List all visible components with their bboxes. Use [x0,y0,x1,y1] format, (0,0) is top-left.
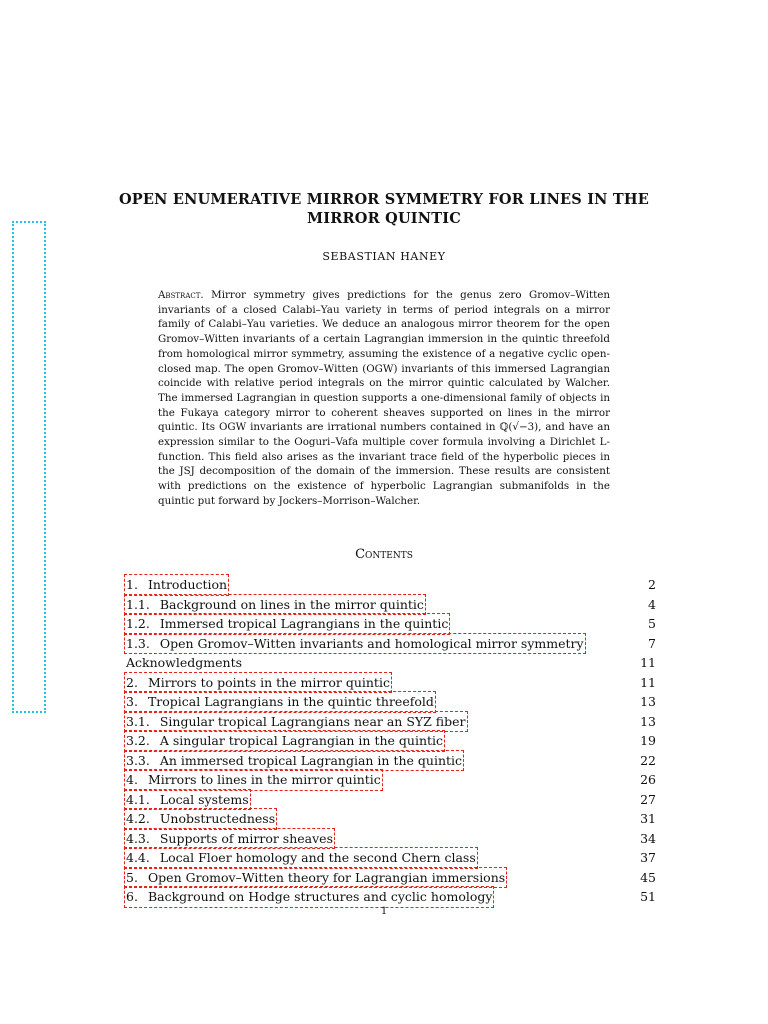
toc-section-number: 6. [126,889,138,904]
toc-section-title: Tropical Lagrangians in the quintic threefold [147,694,434,709]
toc-page-number[interactable]: 4 [648,596,656,612]
toc-section-number: 1.1. [126,596,150,612]
toc-page-number[interactable]: 22 [640,752,656,768]
toc-section-number: 2. [126,674,138,690]
toc-section-title: Supports of mirror sheaves [159,830,333,846]
toc-page-number[interactable]: 7 [648,635,656,651]
page-number: 1 [380,906,388,917]
toc-page-number[interactable]: 31 [640,811,656,826]
toc-link[interactable] [125,731,444,751]
toc-section-title: Open Gromov–Witten theory for Lagrangian immersions [147,869,506,885]
toc-link[interactable] [125,634,585,654]
abstract [158,288,610,509]
toc-page-number[interactable]: 34 [640,830,656,846]
toc-page-number[interactable]: 45 [640,869,656,885]
toc-page-number[interactable]: 51 [640,889,656,904]
toc-link[interactable] [125,770,382,790]
toc-section-number: 4.4. [126,850,150,865]
toc-section-number: 4.2. [126,811,150,826]
toc-row [125,887,656,907]
toc-link[interactable] [125,848,477,868]
toc-link[interactable] [125,595,425,615]
toc-section-number: 4. [126,772,138,787]
toc-page-number[interactable]: 27 [640,791,656,807]
toc-link[interactable] [125,575,228,595]
abstract-heading: Abstract. [158,289,204,301]
toc-section-number: 1.3. [126,635,150,651]
toc-row [125,829,656,849]
toc-section-number: 5. [126,869,138,885]
abstract-text: Mirror symmetry gives predictions for the genus zero Gromov–Witten invariants of a closed Calabi–Yau variety in terms of period integrals on a mirror family of Calabi–Yau varieties. We deduce an analogous mirror theorem for the open Gromov–Witten invariants of a certain Lagrangian immersion in the quintic threefold from homological mirror symmetry, assuming the existence of a negative cyclic open-closed map. The open Gromov–Witten (OGW) invariants of this immersed Lagrangian coincide with relative period integrals on the mirror quintic calculated by Walcher. The immersed Lagrangian in question supports a one-dimensional family of objects in the Fukaya category mirror to coherent sheaves supported on lines in the mirror quintic. Its OGW invariants are irrational numbers contained in ℚ(√−3), and have an expression similar to the Ooguri–Vafa multiple cover formula involving a Dirichlet L-function. This field also arises as the invariant trace field of the hyperbolic pieces in the JSJ decomposition of the domain of the immersion. These results are consistent with predictions on the existence of hyperbolic Lagrangian submanifolds in the quintic put forward by Jockers–Morrison–Walcher. [158,289,610,507]
toc-section-title: Unobstructedness [159,811,276,826]
toc-section-number: 4.3. [126,830,150,846]
toc-section-number: 1.2. [126,616,150,631]
arxiv-id-frame[interactable] [12,221,46,713]
toc-page-number[interactable]: 37 [640,850,656,865]
toc-row [125,751,656,771]
toc-link[interactable] [125,692,435,712]
table-of-contents [125,575,656,907]
toc-section-title: Introduction [147,577,228,592]
toc-row [125,848,656,868]
toc-row [125,673,656,693]
toc-section-title: An immersed tropical Lagrangian in the quintic [159,752,463,768]
toc-link[interactable] [125,829,334,849]
toc-row [125,595,656,615]
toc-section-title: Background on lines in the mirror quintic [159,596,424,612]
toc-page-number[interactable]: 13 [640,713,656,729]
toc-page-number[interactable]: 26 [640,772,656,787]
toc-section-number: 3.1. [126,713,150,729]
contents-heading: Contents [355,547,413,562]
author-name: SEBASTIAN HANEY [322,250,446,263]
toc-row [125,868,656,888]
toc-row [125,634,656,654]
toc-row [125,653,656,673]
toc-page-number[interactable]: 13 [640,694,656,709]
toc-section-title: Local systems [159,791,249,807]
toc-link[interactable] [125,790,250,810]
toc-section-title: Mirrors to lines in the mirror quintic [147,772,381,787]
toc-section-number: 3.3. [126,752,150,768]
toc-page-number[interactable]: 11 [640,674,656,690]
toc-page-number[interactable]: 11 [640,655,656,670]
toc-row [125,575,656,595]
toc-link[interactable] [125,673,391,693]
toc-link[interactable] [125,712,467,732]
toc-page-number[interactable]: 19 [640,733,656,748]
toc-row [125,731,656,751]
paper-title: OPEN ENUMERATIVE MIRROR SYMMETRY FOR LINES IN THE MIRROR QUINTIC [118,191,650,227]
toc-row [125,712,656,732]
toc-link[interactable] [125,868,506,888]
toc-section-number: 3. [126,694,138,709]
toc-row [125,614,656,634]
toc-link[interactable] [125,809,276,829]
toc-section-title: Background on Hodge structures and cyclic homology [147,889,493,904]
toc-link[interactable] [125,751,463,771]
toc-row [125,809,656,829]
toc-section-title: Acknowledgments [126,655,243,670]
toc-link[interactable] [125,614,449,634]
toc-section-title: Open Gromov–Witten invariants and homological mirror symmetry [159,635,584,651]
toc-section-number: 4.1. [126,791,150,807]
toc-section-title: Singular tropical Lagrangians near an SYZ fiber [159,713,466,729]
toc-row [125,790,656,810]
toc-link[interactable] [125,653,243,673]
toc-section-number: 3.2. [126,733,150,748]
toc-section-title: Immersed tropical Lagrangians in the quintic [159,616,449,631]
toc-link[interactable] [125,887,493,907]
toc-section-title: Local Floer homology and the second Chern class [159,850,476,865]
toc-section-number: 1. [126,577,138,592]
toc-row [125,770,656,790]
toc-row [125,692,656,712]
toc-page-number[interactable]: 5 [648,616,656,631]
toc-section-title: Mirrors to points in the mirror quintic [147,674,390,690]
toc-page-number[interactable]: 2 [648,577,656,592]
toc-section-title: A singular tropical Lagrangian in the quintic [159,733,444,748]
